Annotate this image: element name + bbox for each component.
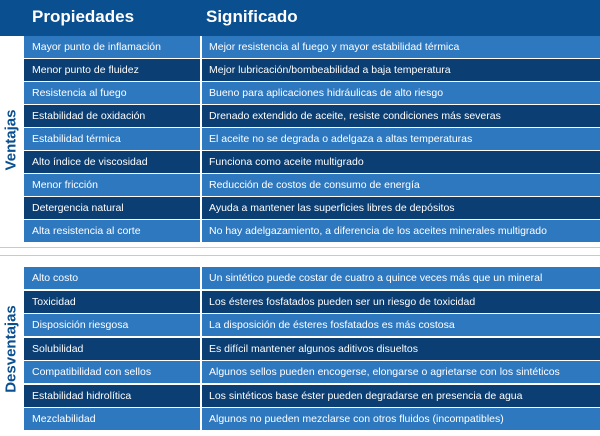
section-divider <box>0 255 600 256</box>
property-cell: Disposición riesgosa <box>24 314 202 336</box>
meaning-cell: Bueno para aplicaciones hidráulicas de alto riesgo <box>202 82 600 104</box>
section-divider <box>0 247 600 248</box>
property-cell: Resistencia al fuego <box>24 82 202 104</box>
table-row <box>24 105 600 127</box>
property-cell: Solubilidad <box>24 338 202 360</box>
property-cell: Detergencia natural <box>24 197 202 219</box>
table-row <box>24 314 600 336</box>
table-row <box>24 385 600 407</box>
meaning-cell: No hay adelgazamiento, a diferencia de los aceites minerales multigrado <box>202 220 600 242</box>
table-row <box>24 267 600 289</box>
meaning-cell: Funciona como aceite multigrado <box>202 151 600 173</box>
property-cell: Alto índice de viscosidad <box>24 151 202 173</box>
property-cell: Mayor punto de inflamación <box>24 36 202 58</box>
meaning-cell: Mejor lubricación/bombeabilidad a baja temperatura <box>202 59 600 81</box>
property-cell: Estabilidad de oxidación <box>24 105 202 127</box>
table-row <box>24 128 600 150</box>
header-propiedades: Propiedades <box>32 7 135 26</box>
table-row <box>24 361 600 383</box>
meaning-cell: El aceite no se degrada o adelgaza a altas temperaturas <box>202 128 600 150</box>
table-row <box>24 220 600 242</box>
meaning-cell: La disposición de ésteres fosfatados es más costosa <box>202 314 600 336</box>
property-cell: Menor punto de fluidez <box>24 59 202 81</box>
meaning-cell: Mejor resistencia al fuego y mayor estabilidad térmica <box>202 36 600 58</box>
property-cell: Estabilidad térmica <box>24 128 202 150</box>
meaning-cell: Drenado extendido de aceite, resiste condiciones más severas <box>202 105 600 127</box>
property-cell: Estabilidad hidrolítica <box>24 385 202 407</box>
table-header <box>0 0 600 36</box>
meaning-cell: Es difícil mantener algunos aditivos disueltos <box>202 338 600 360</box>
table-row <box>24 174 600 196</box>
property-cell: Alta resistencia al corte <box>24 220 202 242</box>
table-row <box>24 408 600 430</box>
table-row <box>24 36 600 58</box>
property-cell: Mezclabilidad <box>24 408 202 430</box>
table-row <box>24 82 600 104</box>
property-cell: Toxicidad <box>24 291 202 313</box>
meaning-cell: Reducción de costos de consumo de energía <box>202 174 600 196</box>
header-significado: Significado <box>206 7 298 26</box>
property-cell: Menor fricción <box>24 174 202 196</box>
meaning-cell: Algunos sellos pueden encogerse, elongarse o agrietarse con los sintéticos <box>202 361 600 383</box>
meaning-cell: Ayuda a mantener las superficies libres de depósitos <box>202 197 600 219</box>
property-cell: Alto costo <box>24 267 202 289</box>
table-row <box>24 338 600 360</box>
property-cell: Compatibilidad con sellos <box>24 361 202 383</box>
desventajas-side-label: Desventajas <box>2 305 20 393</box>
table-row <box>24 151 600 173</box>
table-row <box>24 197 600 219</box>
meaning-cell: Los ésteres fosfatados pueden ser un riesgo de toxicidad <box>202 291 600 313</box>
ventajas-side-label: Ventajas <box>2 109 20 171</box>
meaning-cell: Los sintéticos base éster pueden degradarse en presencia de agua <box>202 385 600 407</box>
meaning-cell: Algunos no pueden mezclarse con otros fluidos (incompatibles) <box>202 408 600 430</box>
table-row <box>24 291 600 313</box>
table-row <box>24 59 600 81</box>
meaning-cell: Un sintético puede costar de cuatro a quince veces más que un mineral <box>202 267 600 289</box>
